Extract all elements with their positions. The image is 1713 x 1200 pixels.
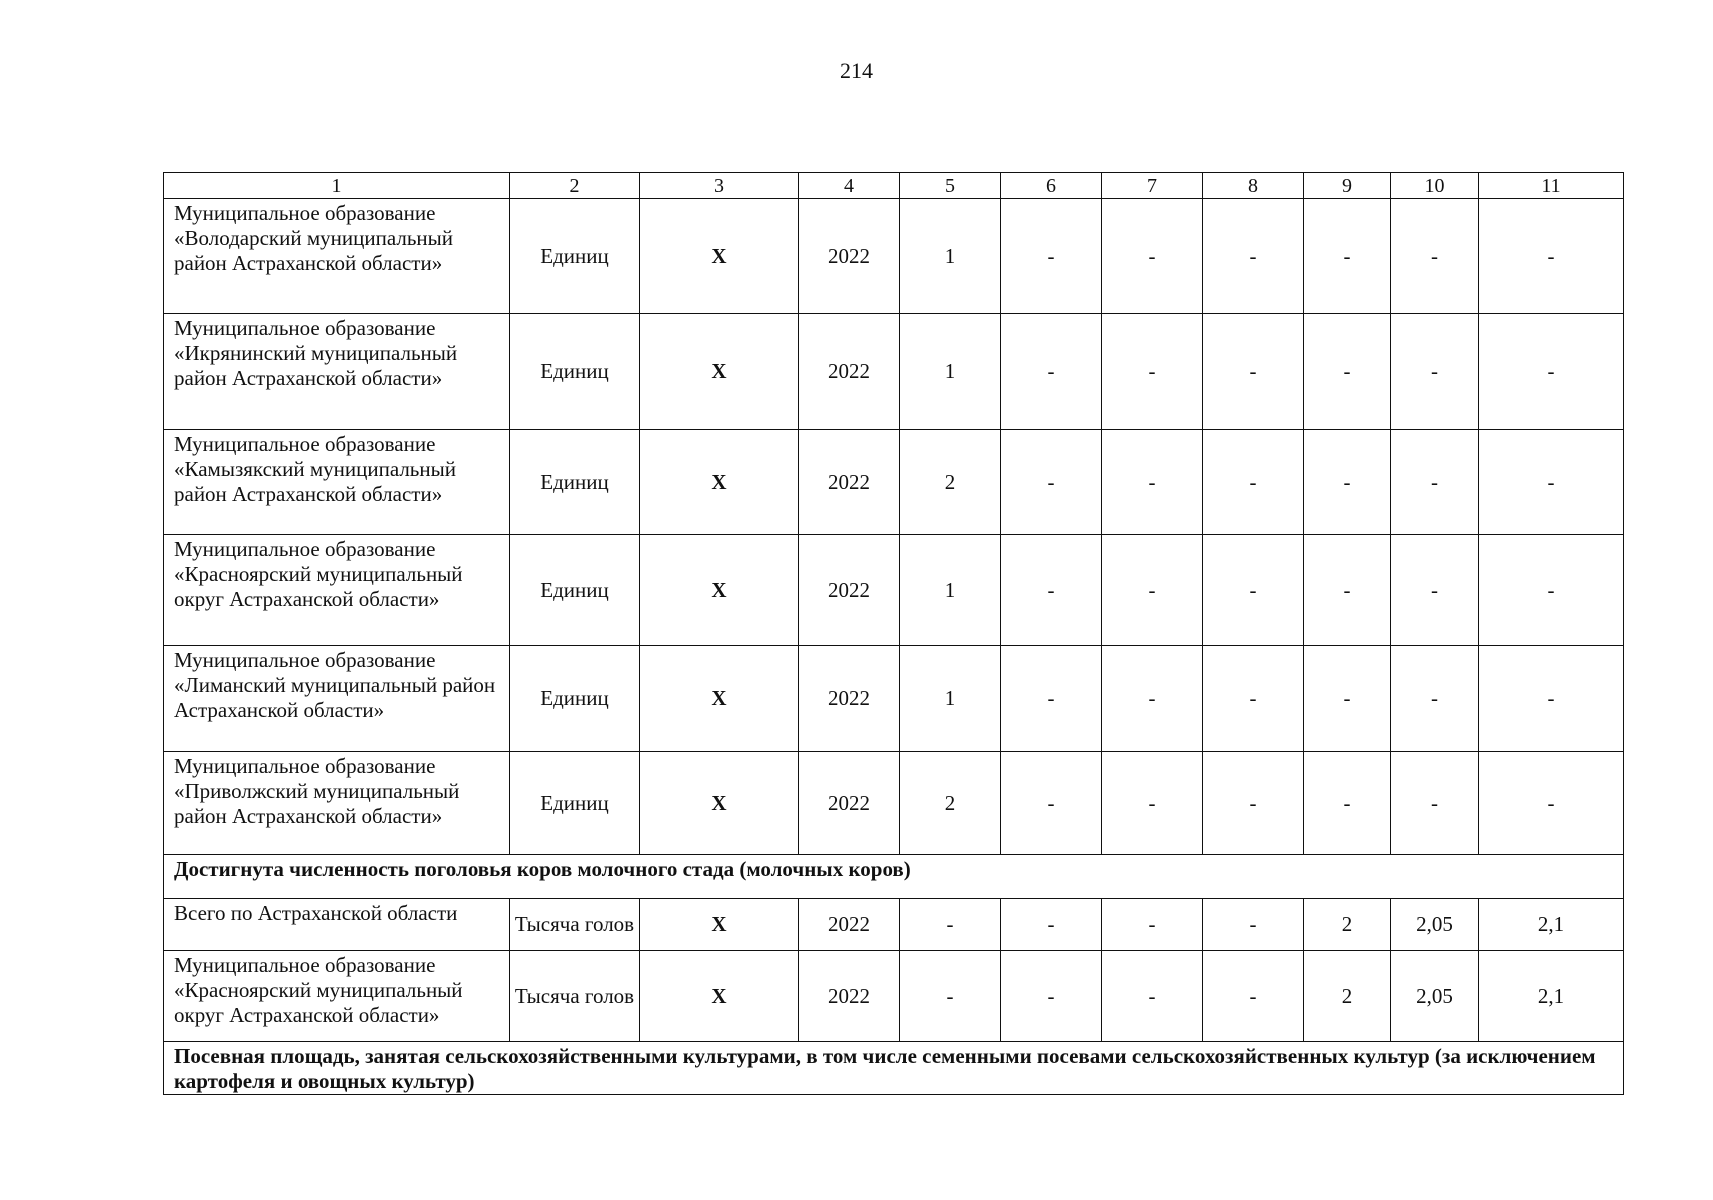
row-unit: Единиц — [510, 752, 640, 855]
cell: - — [1001, 951, 1102, 1042]
cell: - — [1479, 646, 1624, 752]
cell: - — [1391, 646, 1479, 752]
section-title-crops: Посевная площадь, занятая сельскохозяйственными культурами, в том числе семенными посевами сельскохозяйственных культур (за исключением картофеля и овощных культур) — [164, 1042, 1624, 1095]
cell: 2022 — [799, 535, 900, 646]
cell: - — [900, 951, 1001, 1042]
cell: - — [1304, 752, 1391, 855]
column-number: 7 — [1102, 173, 1203, 199]
cell: - — [1203, 646, 1304, 752]
row-name: Муниципальное образование «Красноярский муниципальный округ Астраханской области» — [164, 951, 510, 1042]
cell: - — [1001, 646, 1102, 752]
row-unit: Единиц — [510, 314, 640, 430]
cell: - — [1001, 199, 1102, 314]
cell: 2,1 — [1479, 899, 1624, 951]
cell: 2,1 — [1479, 951, 1624, 1042]
cell: - — [1391, 199, 1479, 314]
cell: - — [1102, 535, 1203, 646]
cell: - — [1102, 752, 1203, 855]
cell: 1 — [900, 646, 1001, 752]
cell: Х — [640, 314, 799, 430]
cell: - — [900, 899, 1001, 951]
column-number: 11 — [1479, 173, 1624, 199]
cell: 2 — [1304, 951, 1391, 1042]
cell: Х — [640, 646, 799, 752]
cell: - — [1479, 199, 1624, 314]
row-name: Муниципальное образование «Володарский муниципальный район Астраханской области» — [164, 199, 510, 314]
table-row — [164, 535, 1624, 646]
cell: - — [1001, 314, 1102, 430]
cell: - — [1391, 430, 1479, 535]
row-unit: Единиц — [510, 646, 640, 752]
targets-table — [163, 172, 1624, 1095]
cell: - — [1203, 314, 1304, 430]
cell: - — [1479, 752, 1624, 855]
cell: 2,05 — [1391, 951, 1479, 1042]
cell: - — [1479, 535, 1624, 646]
cell: Х — [640, 199, 799, 314]
column-number: 1 — [164, 173, 510, 199]
cell: - — [1102, 430, 1203, 535]
cell: 2022 — [799, 752, 900, 855]
column-number: 4 — [799, 173, 900, 199]
cell: - — [1102, 646, 1203, 752]
cell: - — [1001, 535, 1102, 646]
table-row — [164, 899, 1624, 951]
column-number: 5 — [900, 173, 1001, 199]
cell: 2022 — [799, 314, 900, 430]
cell: - — [1203, 199, 1304, 314]
cell: 2022 — [799, 430, 900, 535]
row-name: Всего по Астраханской области — [164, 899, 510, 951]
cell: 2 — [1304, 899, 1391, 951]
cell: - — [1391, 752, 1479, 855]
cell: - — [1391, 535, 1479, 646]
cell: 1 — [900, 199, 1001, 314]
column-number: 8 — [1203, 173, 1304, 199]
cell: - — [1001, 430, 1102, 535]
cell: - — [1203, 430, 1304, 535]
row-unit: Единиц — [510, 199, 640, 314]
cell: - — [1102, 314, 1203, 430]
cell: 1 — [900, 314, 1001, 430]
page-number: 214 — [840, 58, 873, 83]
cell: - — [1304, 535, 1391, 646]
row-name: Муниципальное образование «Красноярский муниципальный округ Астраханской области» — [164, 535, 510, 646]
section-row — [164, 855, 1624, 899]
column-number: 2 — [510, 173, 640, 199]
column-number-row — [164, 173, 1624, 199]
row-unit: Единиц — [510, 430, 640, 535]
row-name: Муниципальное образование «Камызякский муниципальный район Астраханской области» — [164, 430, 510, 535]
section-row — [164, 1042, 1624, 1095]
table-row — [164, 752, 1624, 855]
row-unit: Тысяча голов — [510, 899, 640, 951]
cell: - — [1304, 430, 1391, 535]
column-number: 6 — [1001, 173, 1102, 199]
column-number: 9 — [1304, 173, 1391, 199]
cell: - — [1102, 951, 1203, 1042]
cell: Х — [640, 535, 799, 646]
cell: - — [1102, 899, 1203, 951]
section-title-cows: Достигнута численность поголовья коров молочного стада (молочных коров) — [164, 855, 1624, 899]
cell: - — [1479, 430, 1624, 535]
cell: 2 — [900, 430, 1001, 535]
table-row — [164, 646, 1624, 752]
cell: 2022 — [799, 199, 900, 314]
cell: - — [1001, 899, 1102, 951]
cell: 1 — [900, 535, 1001, 646]
row-unit: Тысяча голов — [510, 951, 640, 1042]
row-name: Муниципальное образование «Икрянинский муниципальный район Астраханской области» — [164, 314, 510, 430]
cell: 2022 — [799, 951, 900, 1042]
column-number: 10 — [1391, 173, 1479, 199]
cell: 2 — [900, 752, 1001, 855]
cell: - — [1304, 646, 1391, 752]
row-unit: Единиц — [510, 535, 640, 646]
table-row — [164, 430, 1624, 535]
cell: - — [1203, 951, 1304, 1042]
cell: - — [1001, 752, 1102, 855]
cell: - — [1304, 314, 1391, 430]
cell: - — [1203, 535, 1304, 646]
cell: 2022 — [799, 899, 900, 951]
cell: - — [1391, 314, 1479, 430]
table-row — [164, 314, 1624, 430]
column-number: 3 — [640, 173, 799, 199]
cell: - — [1203, 899, 1304, 951]
row-name: Муниципальное образование «Лиманский муниципальный район Астраханской области» — [164, 646, 510, 752]
cell: 2,05 — [1391, 899, 1479, 951]
row-name: Муниципальное образование «Приволжский муниципальный район Астраханской области» — [164, 752, 510, 855]
cell: Х — [640, 951, 799, 1042]
cell: 2022 — [799, 646, 900, 752]
cell: Х — [640, 430, 799, 535]
cell: - — [1479, 314, 1624, 430]
cell: Х — [640, 752, 799, 855]
cell: Х — [640, 899, 799, 951]
table-row — [164, 199, 1624, 314]
table-row — [164, 951, 1624, 1042]
cell: - — [1203, 752, 1304, 855]
cell: - — [1304, 199, 1391, 314]
cell: - — [1102, 199, 1203, 314]
